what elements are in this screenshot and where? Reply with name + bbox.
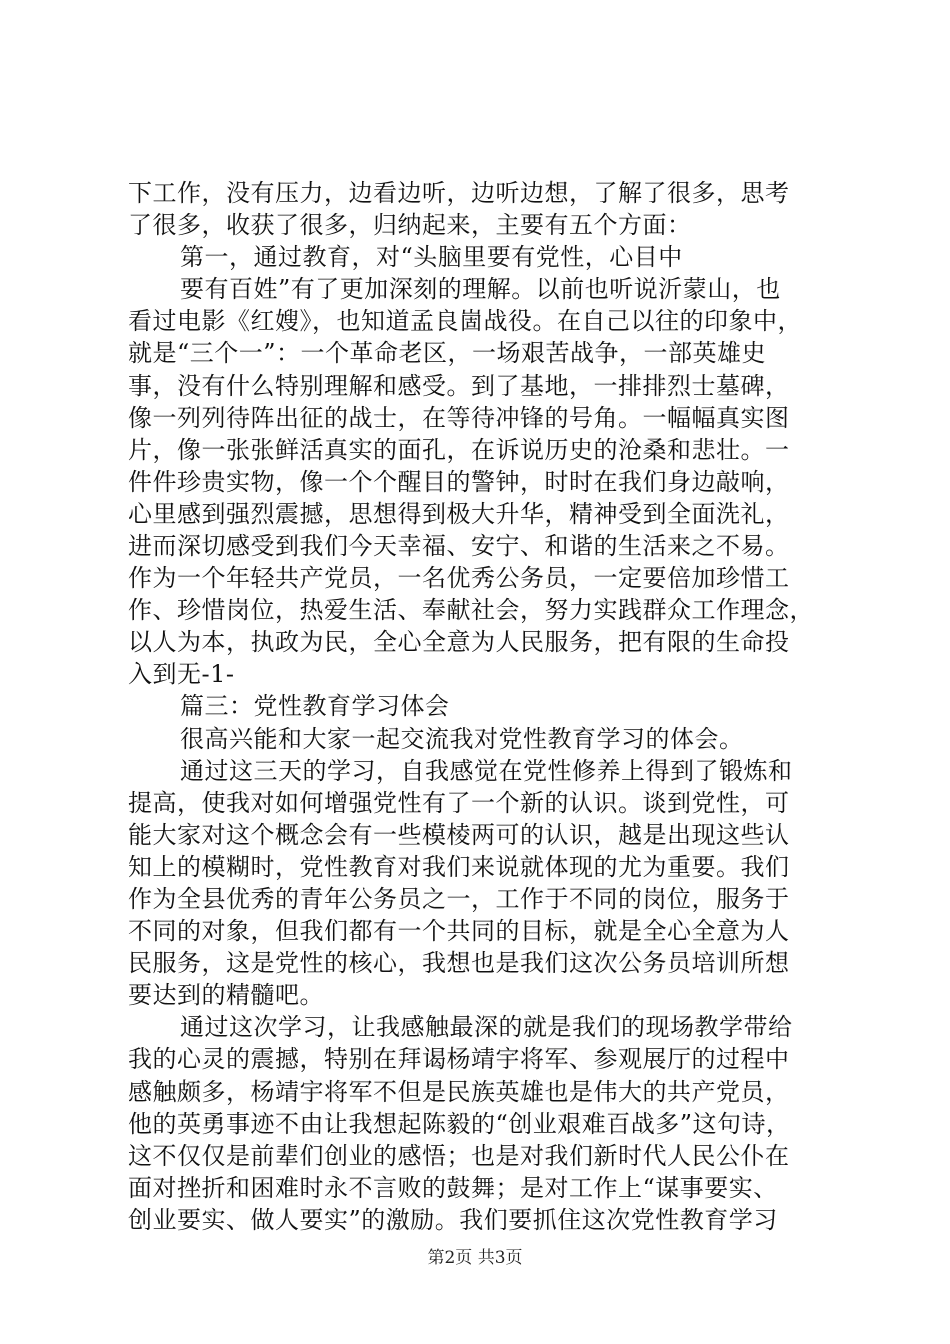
- text-line: 心里感到强烈震撼，思想得到极大升华，精神受到全面洗礼，: [128, 499, 790, 528]
- text-line: 民服务，这是党性的核心，我想也是我们这次公务员培训所想: [128, 949, 790, 978]
- text-line: 能大家对这个概念会有一些模棱两可的认识，越是出现这些认: [128, 820, 790, 849]
- text-line: 片，像一张张鲜活真实的面孔，在诉说历史的沧桑和悲壮。一: [128, 435, 790, 464]
- text-line: 要达到的精髓吧。: [128, 981, 324, 1010]
- text-line: 感触颇多，杨靖宇将军不但是民族英雄也是伟大的共产党员，: [128, 1077, 790, 1106]
- text-line: 知上的模糊时，党性教育对我们来说就体现的尤为重要。我们: [128, 852, 790, 881]
- text-line: 了很多，收获了很多，归纳起来，主要有五个方面：: [128, 211, 692, 240]
- text-line: 不同的对象，但我们都有一个共同的目标，就是全心全意为人: [128, 917, 790, 946]
- paragraph-first-line: 第一，通过教育，对“头脑里要有党性，心目中: [180, 243, 683, 272]
- text-line: 入到无-1-: [128, 660, 235, 689]
- text-line: 就是“三个一”：一个革命老区，一场艰苦战争，一部英雄史: [128, 339, 767, 368]
- page-number-footer: 第2页 共3页: [427, 1248, 523, 1268]
- text-line: 他的英勇事迹不由让我想起陈毅的“创业艰难百战多”这句诗，: [128, 1109, 791, 1138]
- paragraph-first-line: 很高兴能和大家一起交流我对党性教育学习的体会。: [180, 724, 744, 753]
- text-line: 进而深切感受到我们今天幸福、安宁、和谐的生活来之不易。: [128, 532, 790, 560]
- text-line: 创业要实、做人要实”的激励。我们要抓住这次党性教育学习: [128, 1205, 778, 1234]
- paragraph-first-line: 通过这三天的学习，自我感觉在党性修养上得到了锻炼和: [180, 756, 793, 785]
- paragraph-first-line: 通过这次学习，让我感触最深的就是我们的现场教学带给: [180, 1013, 793, 1042]
- text-line: 作为全县优秀的青年公务员之一，工作于不同的岗位，服务于: [128, 885, 790, 913]
- paragraph-first-line: 要有百姓”有了更加深刻的理解。以前也听说沂蒙山，也: [180, 275, 781, 304]
- text-line: 提高，使我对如何增强党性有了一个新的认识。谈到党性，可: [128, 788, 790, 817]
- text-line: 件件珍贵实物，像一个个醒目的警钟，时时在我们身边敲响，: [128, 467, 790, 496]
- text-line: 面对挫折和困难时永不言败的鼓舞；是对工作上“谋事要实、: [128, 1173, 778, 1202]
- text-line: 作、珍惜岗位，热爱生活、奉献社会，努力实践群众工作理念，: [128, 596, 814, 625]
- text-line: 下工作，没有压力，边看边听，边听边想，了解了很多，思考: [128, 179, 790, 207]
- text-line: 看过电影《红嫂》，也知道孟良崮战役。在自己以往的印象中，: [128, 307, 802, 336]
- text-line: 像一列列待阵出征的战士，在等待冲锋的号角。一幅幅真实图: [128, 403, 790, 432]
- text-line: 这不仅仅是前辈们创业的感悟；也是对我们新时代人民公仆在: [128, 1141, 790, 1170]
- text-line: 以人为本，执政为民，全心全意为人民服务，把有限的生命投: [128, 628, 790, 657]
- text-line: 事，没有什么特别理解和感受。到了基地，一排排烈士墓碑，: [128, 371, 790, 400]
- text-line: 作为一个年轻共产党员，一名优秀公务员，一定要倍加珍惜工: [128, 564, 790, 593]
- section-heading: 篇三：党性教育学习体会: [180, 692, 450, 721]
- text-line: 我的心灵的震撼，特别在拜谒杨靖宇将军、参观展厅的过程中: [128, 1045, 790, 1074]
